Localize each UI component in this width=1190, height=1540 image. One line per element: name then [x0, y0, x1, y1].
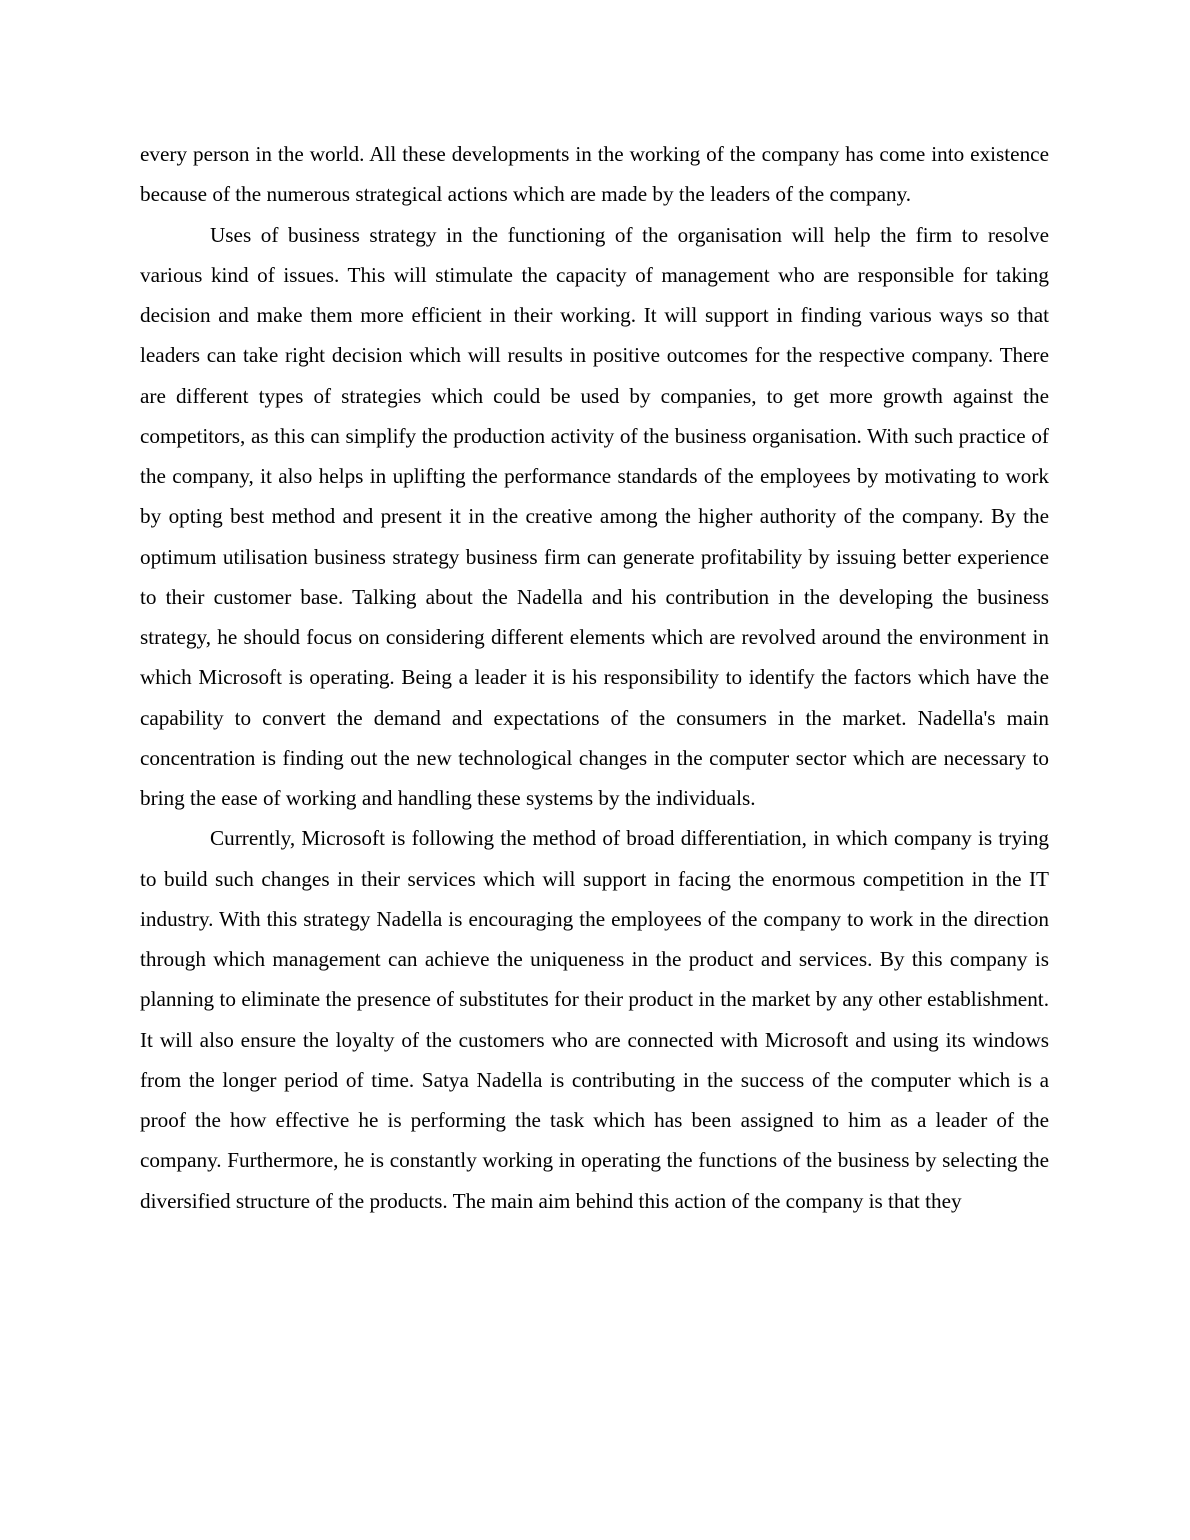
paragraph-business-strategy: Uses of business strategy in the functioning of the organisation will help the firm to resolve various kind of issues. This will stimulate the capacity of management who are responsible for taking decision and make them more efficient in their working. It will support in finding various ways so that leaders can take right decision which will results in positive outcomes for the respective company. There are different types of strategies which could be used by companies, to get more growth against the competitors, as this can simplify the production activity of the business organisation. With such practice of the company, it also helps in uplifting the performance standards of the employees by motivating to work by opting best method and present it in the creative among the higher authority of the company. By the optimum utilisation business strategy business firm can generate profitability by issuing better experience to their customer base. Talking about the Nadella and his contribution in the developing the business strategy, he should focus on considering different elements which are revolved around the environment in which Microsoft is operating. Being a leader it is his responsibility to identify the factors which have the capability to convert the demand and expectations of the consumers in the market. Nadella's main concentration is finding out the new technological changes in the computer sector which are necessary to bring the ease of working and handling these systems by the individuals.	[140, 222, 1049, 810]
body-text	[140, 134, 1049, 1221]
paragraph-continuation: every person in the world. All these developments in the working of the company has come into existence because of the numerous strategical actions which are made by the leaders of the company.	[140, 142, 1049, 207]
paragraph-broad-differentiation: Currently, Microsoft is following the method of broad differentiation, in which company is trying to build such changes in their services which will support in facing the enormous competition in the IT industry. With this strategy Nadella is encouraging the employees of the company to work in the direction through which management can achieve the uniqueness in the product and services. By this company is planning to eliminate the presence of substitutes for their product in the market by any other establishment. It will also ensure the loyalty of the customers who are connected with Microsoft and using its windows from the longer period of time. Satya Nadella is contributing in the success of the computer which is a proof the how effective he is performing the task which has been assigned to him as a leader of the company. Furthermore, he is constantly working in operating the functions of the business by selecting the diversified structure of the products. The main aim behind this action of the company is that they	[140, 826, 1049, 1213]
